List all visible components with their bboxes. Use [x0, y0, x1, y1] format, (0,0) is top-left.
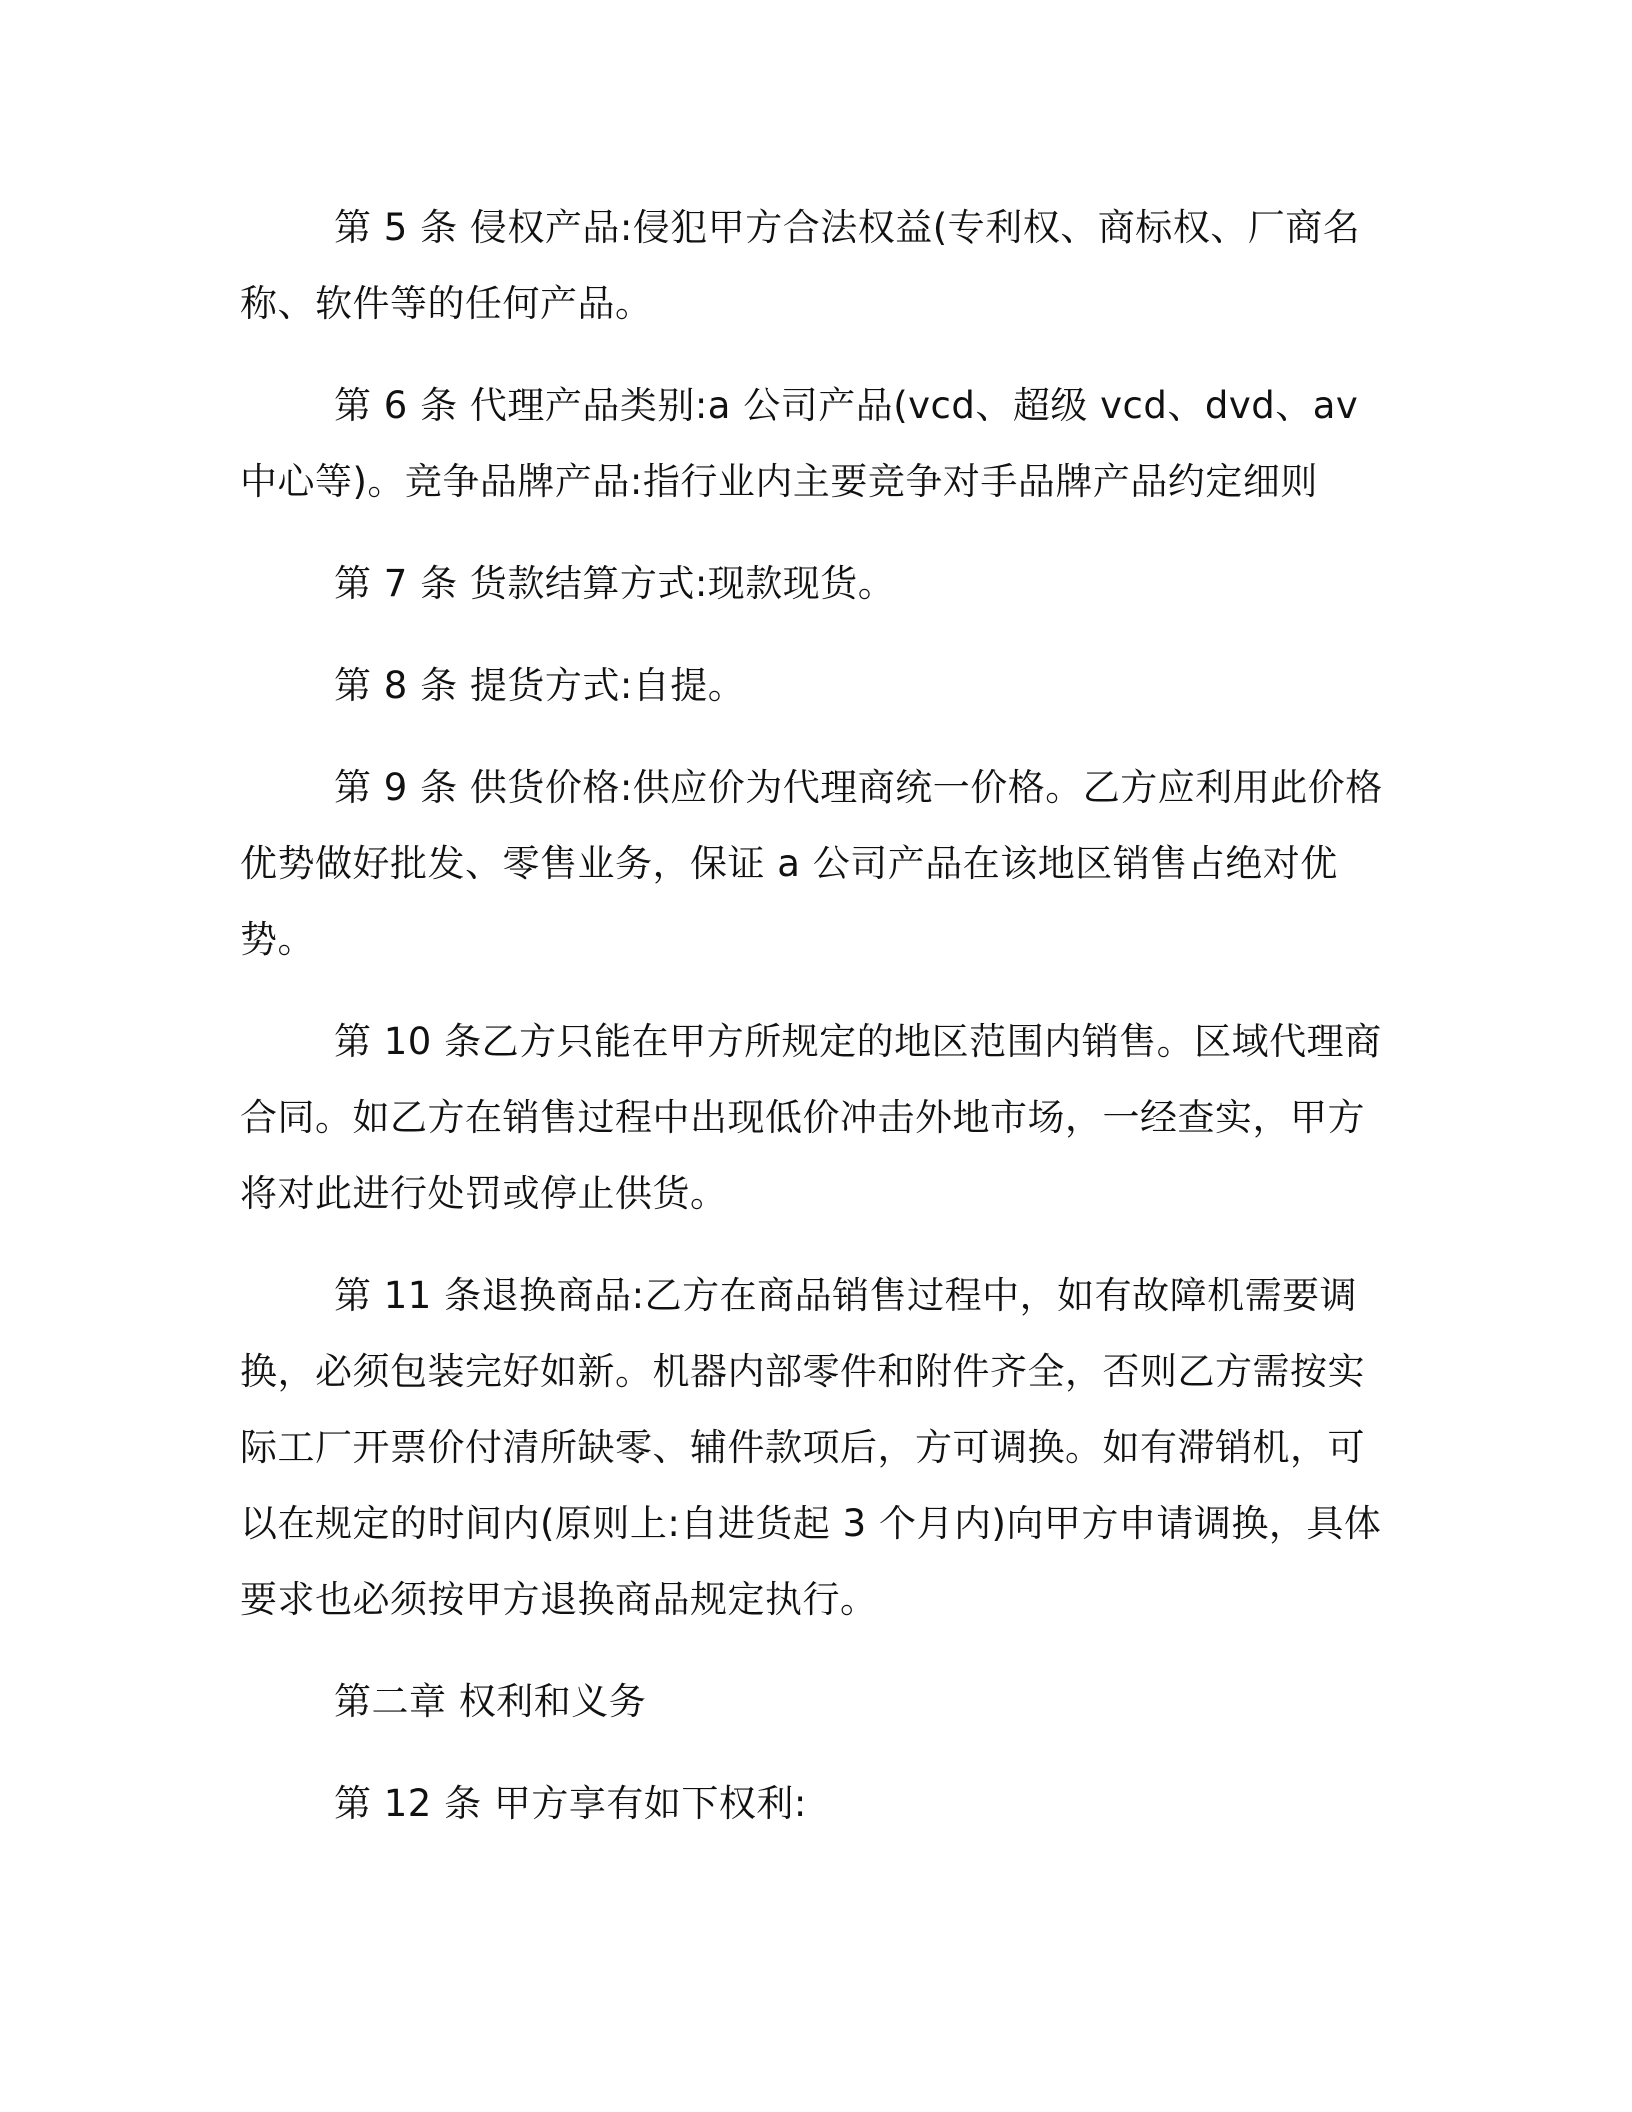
article-6-paragraph: 第 6 条 代理产品类别:a 公司产品(vcd、超级 vcd、dvd、av 中心等)。竞争品牌产品:指行业内主要竞争对手品牌产品约定细则	[240, 384, 1359, 503]
document-body	[240, 190, 1390, 1868]
article-7-paragraph: 第 7 条 货款结算方式:现款现货。	[334, 562, 896, 605]
article-8-paragraph: 第 8 条 提货方式:自提。	[334, 664, 746, 707]
article-11-paragraph: 第 11 条退换商品:乙方在商品销售过程中，如有故障机需要调换，必须包装完好如新。机器内部零件和附件齐全，否则乙方需按实际工厂开票价付清所缺零、辅件款项后，方可调换。如有滞销机，可以在规定的时间内(原则上:自进货起 3 个月内)向甲方申请调换，具体要求也必须按甲方退换商品规定执行。	[240, 1274, 1382, 1621]
article-10-paragraph: 第 10 条乙方只能在甲方所规定的地区范围内销售。区域代理商合同。如乙方在销售过程中出现低价冲击外地市场，一经查实，甲方将对此进行处罚或停止供货。	[240, 1020, 1382, 1215]
article-9-paragraph: 第 9 条 供货价格:供应价为代理商统一价格。乙方应利用此价格优势做好批发、零售业务，保证 a 公司产品在该地区销售占绝对优势。	[240, 766, 1383, 961]
chapter-2-heading: 第二章 权利和义务	[334, 1680, 647, 1723]
article-5-paragraph: 第 5 条 侵权产品:侵犯甲方合法权益(专利权、商标权、厂商名称、软件等的任何产品。	[240, 206, 1361, 325]
article-12-paragraph: 第 12 条 甲方享有如下权利:	[334, 1782, 807, 1825]
